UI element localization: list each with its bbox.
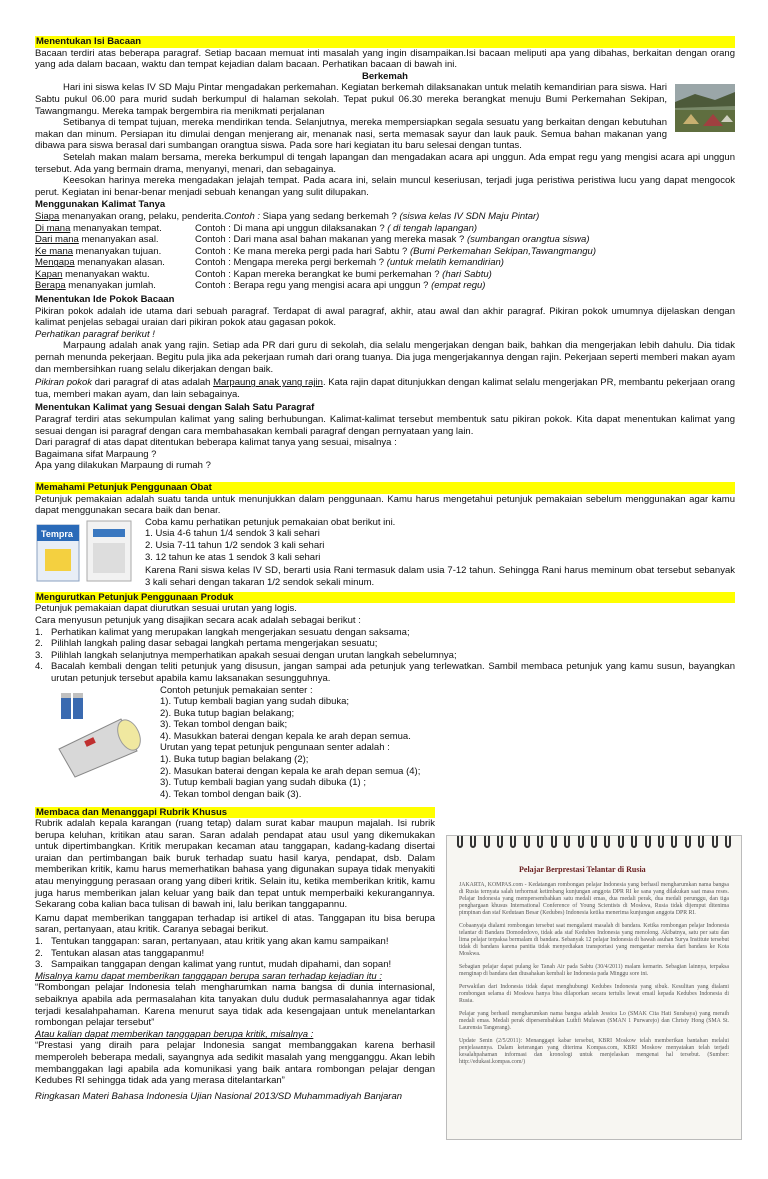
section-heading-rubrik: Membaca dan Menanggapi Rubrik Khusus (35, 807, 435, 819)
paragraph: Apa yang dilakukan Marpaung di rumah ? (35, 460, 211, 472)
list-item: 2. Pilihlah langkah paling dasar sebagai langkah pertama mengerjakan sesuatu; (35, 638, 378, 650)
spiral-binding (447, 836, 741, 854)
paragraph: Petunjuk pemakaian dapat diurutkan sesuai urutan yang logis. (35, 603, 297, 615)
list-item: 3. Sampaikan tanggapan dengan kalimat yang runtut, mudah dipahami, dan sopan! (35, 959, 392, 971)
camping-photo (675, 84, 735, 132)
paragraph: “Prestasi yang diraih para pelajar Indonesia sangat membanggakan karena berhasil memperoleh beberapa medali, sayangnya ada sedikit masalah yang mengganggu. Akan lebih membanggakan lagi apabila ada komunikasi yang baik antara rombongan pelajar dengan Kedubes RI sehingga tidak ada yang merasa ditelantarkan” (35, 1040, 435, 1087)
table-row: Kapan menanyakan waktu. Contoh : Kapan mereka berangkat ke bumi perkemahan ? (hari Sabtu) (35, 268, 492, 280)
section-heading-obat: Memahami Petunjuk Penggunaan Obat (35, 482, 735, 494)
medicine-box-label: Tempra (41, 528, 73, 539)
paragraph: Kamu dapat memberikan tanggapan terhadap isi artikel di atas. Tanggapan itu bisa berupa saran, pertanyaan, atau kritik. Caranya sebagai berikut. (35, 912, 435, 936)
paragraph: Pikiran pokok dari paragraf di atas adalah Marpaung anak yang rajin. Kata rajin dapat ditunjukkan dengan kalimat selalu mengerjakan PR, membantu pekerjaan orang tua, memberi makan ayam, dan lain sebagainya. (35, 377, 735, 400)
news-paragraph: JAKARTA, KOMPAS.com - Kedatangan rombongan pelajar Indonesia yang berhasil mengharumkan nama bangsa di Rusia ternyata salah terhormat ketimbang kunjungan anggota DPR RI ke sana yang dilakukan saat masa reses. Pelajar Indonesia yang mempersembahkan satu medali emas, dua medali perak, dua medali perunggu, dan tiga penghargaan khusus International Conference of Young Scientists di Moskwa, Rusia tidak dijemput ditenima pimpinan dan staf Kedutaan Besar (Kedubes) Indonesia ketika menerima kunjungan anggota DPR RI. (459, 881, 729, 916)
list-item: 1). Tutup kembali bagian yang sudah dibuka; (160, 696, 350, 708)
list-item: Contoh petunjuk pemakaian senter : (160, 684, 313, 696)
paragraph: Setibanya di tempat tujuan, mereka mendirikan tenda. Selanjutnya, mereka mempersiapkan segala sesuatu yang berkaitan dengan kebutuhan makan dan minum. Persiapan itu dimulai dengan menjerang air, menanak nasi, serta memasak sayur dan lauk pauk. Semua bahan makanan yang dibawa para siswa berasal dari sumbangan orangtua siswa. Pada sore hari kegiatan itu baru selesai dengan tuntas. (35, 117, 667, 152)
table-row: Dari mana menanyakan asal. Contoh : Dari mana asal bahan makanan yang mereka masak ? (sumbangan orangtua siswa) (35, 234, 590, 246)
list-item: Urutan yang tepat petunjuk pengunaan senter adalah : (160, 742, 390, 754)
list-item: 3. 12 tahun ke atas 1 sendok 3 kali sehari (145, 551, 321, 563)
newspaper-clipping (446, 835, 742, 1140)
list-item: 1. Tentukan tanggapan: saran, pertanyaan, atau kritik yang akan kamu sampaikan! (35, 936, 389, 948)
flashlight-instructions (160, 685, 735, 801)
news-title: Pelajar Berprestasi Telantar di Rusia (519, 865, 646, 874)
list-item: 2. Usia 7-11 tahun 1/2 sendok 3 kali sehari (145, 539, 325, 551)
list-item: 1. Perhatikan kalimat yang merupakan langkah mengerjakan sesuatu dengan saksama; (35, 626, 410, 638)
list-item: 4). Tekan tombol dengan baik (3). (160, 788, 302, 800)
section-heading-kalimat-tanya: Menggunakan Kalimat Tanya (35, 199, 166, 211)
paragraph: Perhatikan paragraf berikut ! (35, 328, 155, 340)
table-row: Di mana menanyakan tempat. Contoh : Di mana api unggun dilaksanakan ? ( di tengah lapangan) (35, 222, 478, 234)
news-paragraph: Pelajar yang berhasil mengharumkan nama bangsa adalah Jessica Lo (SMAK Cita Hati Surabaya) yang meraih medali emas. Medali perak dipersembahkan Luthfi Mulawan (SMAN 1 Purwarejo) dan Christy Hong (SMA St. Laurensia Tangerang). (459, 1010, 729, 1031)
paragraph: Siapa menanyakan orang, pelaku, penderita.Contoh : Siapa yang sedang berkemah ? (siswa kelas IV SDN Maju Pintar) (35, 210, 540, 222)
table-row: Ke mana menanyakan tujuan. Contoh : Ke mana mereka pergi pada hari Sabtu ? (Bumi Perkemahan Sekipan,Tawangmangu) (35, 245, 596, 257)
story-title: Berkemah (362, 70, 408, 82)
list-item: 4). Masukkan baterai dengan kepala ke arah depan semua. (160, 730, 411, 742)
paragraph: Cara menyusun petunjuk yang disajikan secara acak adalah sebagai berikut : (35, 614, 361, 626)
medicine-block (35, 517, 735, 587)
flashlight-image (51, 689, 151, 779)
paragraph: Bacaan terdiri atas beberapa paragraf. Setiap bacaan memuat inti masalah yang ingin disampaikan.Isi bacaan meliputi apa yang dibahas, berkaitan dengan orang yang ada dalam bacaan, waktu dan tempat kejadian dalam bacaan. Perhatikan bacaan di bawah ini. (35, 47, 735, 71)
list-item: 1. Usia 4-6 tahun 1/4 sendok 3 kali sehari (145, 528, 320, 540)
list-item: 3). Tutup kembali bagian yang sudah dibuka (1) ; (160, 777, 366, 789)
list-item: 3. Pilihlah langkah selanjutnya memperhatikan apakah sesuai dengan urutan langkah sebelumnya; (35, 649, 457, 661)
news-paragraph: Perwakilan dari Indonesia tidak dapat menghubungi Kedubes Indonesia yang sibuk. Kesulitan yang dialami rombongan selama di Moskwa hanya bisa dilaporkan secara tertulis lewat email kepada Kedubes Indonesia di Rusia. (459, 983, 729, 1004)
list-item: 1). Buka tutup bagian belakang (2); (160, 754, 309, 766)
paragraph: Karena Rani siswa kelas IV SD, berarti usia Rani termasuk dalam usia 7-12 tahun. Sehingga Rani harus meminum obat tersebut sebanyak 3 kali sehari dengan takaran 1/2 sendok sekali minum. (145, 565, 735, 588)
paragraph: “Rombongan pelajar Indonesia telah mengharumkan nama bangsa di dunia internasional, sebaiknya apabila ada permasalahan kita tanyakan dulu duduk permasalahannya agar tidak terjadi kesalahpahaman. Karena menurut saya tidak ada kesengajaan untuk menelantarkan rombongan pelajar tersebut” (35, 982, 435, 1029)
medicine-image (35, 519, 135, 583)
table-row: Berapa menanyakan jumlah. Contoh : Berapa regu yang mengisi acara api unggun ? (empat regu) (35, 280, 486, 292)
footer: Ringkasan Materi Bahasa Indonesia Ujian Nasional 2013/SD Muhammadiyah Banjaran (35, 1090, 403, 1102)
section-heading-isi-bacaan: Menentukan Isi Bacaan (35, 36, 735, 48)
paragraph: Pikiran pokok adalah ide utama dari sebuah paragraf. Terdapat di awal paragraf, akhir, atau awal dan akhir paragraf. Pikiran pokok umumnya dijelaskan dengan kalimat penjelas sebagai uraian dari pikiran pokok atau gagasan pokok. (35, 305, 735, 329)
medicine-instructions (145, 517, 735, 589)
news-paragraph: Update Senin (2/5/2011): Menanggapi kabar tersebut, KBRI Moskow telah memberikan bantahan melalui penjelasannya. Dalam keterangan yang diterima Kompas.com, KBRI Moskow menyatakan telah terjadi kesalahpahaman informasi dan kronologi untuk menjelaskan mengenai hal tersebut. (Sumber: http://edukasi.kompas.com/) (459, 1037, 729, 1065)
section-heading-produk: Mengurutkan Petunjuk Penggunaan Produk (35, 592, 735, 604)
paragraph: Bagaimana sifat Marpaung ? (35, 448, 157, 460)
flashlight-block (35, 685, 735, 803)
section-heading-kalimat-sesuai: Menentukan Kalimat yang Sesuai dengan Salah Satu Paragraf (35, 402, 315, 414)
paragraph: Keesokan harinya mereka mengadakan jelajah tempat. Pada acara ini, selain muncul keseriusan, terjadi juga peristiwa peristiwa lucu yang dapat mengocok perut. Kegiatan ini benar-benar menjadi sebuah kenangan yang sulit dilupakan. (35, 175, 735, 198)
list-item: 3). Tekan tombol dengan baik; (160, 719, 288, 731)
list-item: 4. Bacalah kembali dengan teliti petunjuk yang disusun, jangan sampai ada petunjuk yang terlewatkan. Sambil membaca petunjuk yang kamu susun, bayangkan urutan petunjuk tersebut apabila kamu laksanakan sesungguhnya. (35, 661, 735, 684)
rubrik-column (35, 807, 435, 1103)
paragraph: Atau kalian dapat memberikan tanggapan berupa kritik, misalnya : (35, 1028, 314, 1040)
list-item: 2). Masukan baterai dengan kepala ke arah depan semua (4); (160, 765, 421, 777)
paragraph: Marpaung adalah anak yang rajin. Setiap ada PR dari guru di sekolah, dia selalu mengerjakan dengan baik, bahkan dia mengerjakan lebih dahulu. Dia tidak pernah menunda pekerjaan. Begitu pula jika ada pekerjaan rumah dari orang tuanya. Dia juga mengerjakannya dengan rajin. Pekerjaan seperti memberi makan ayam dan membersihkan ruang selalu dikerjakan dengan baik. (35, 340, 735, 375)
paragraph: Paragraf terdiri atas sekumpulan kalimat yang saling berhubungan. Kalimat-kalimat tersebut membentuk satu pikiran pokok. Kita dapat menentukan kalimat yang sesuai dengan isi paragraf dengan cara membahasakan kembali paragraf dengan pernyataan yang lain. (35, 414, 735, 437)
paragraph: Rubrik adalah kepala karangan (ruang tetap) dalam surat kabar maupun majalah. Isi rubrik berupa keluhan, kritikan atau saran. Saran adalah pendapat atau usul yang dikemukakan untuk dipertimbangkan. Kritik merupakan kecaman atau tanggapan, kadang-kadang disertai uraian dan pertimbangan baik buruk terhadap suatu hasil karya, pendapat, dsb. Dalam memberikan kritik, kamu harus memerhatikan bahasa yang digunakan supaya tidak menyakiti atau menyinggung perasaan orang yang diberi kritik. Selain itu, ketika memberikan kritik, kamu juga harus memberikan jalan keluar yang baik dan tepat untuk memperbaiki kekurangannya. Sekarang coba kalian baca tulisan di bawah ini, lalu berikan tanggapannu. (35, 818, 435, 911)
news-paragraph: Cobaanyaja dialami rombongan tersebut saat mengalami masalah di bandara. Ketika rombongan pelajar Indonesia telantar di Bandara Domodedovo, tidak ada staf Kedubes Indonesia yang menolong. Akibatnya, satu per satu dan lima pelajar terpaksa bermalam di bandara. Sebanyak 12 pelajar Indonesia di bawah asuhan Surya Institute tersebut tidak di bandara karena panitia tidak menyediakan transportasi yang mengantar mereka dari bandara ke Kota Moskwa. (459, 922, 729, 957)
list-item: 2. Tentukan alasan atas tanggapanmu! (35, 947, 205, 959)
paragraph: Misalnya kamu dapat memberikan tanggapan berupa saran terhadap kejadian itu : (35, 970, 382, 982)
camping-image (675, 84, 735, 132)
paragraph: Setelah makan malam bersama, mereka berkumpul di tengah lapangan dan mengadakan acara api unggun. Ada empat regu yang mengisi acara api unggun tersebut. Ada yang bermain drama, menyanyi, menari, dan sebagainya. (35, 151, 735, 175)
news-paragraph: Sebagian pelajar dapat pulang ke Tanah Air pada Sabtu (30/4/2011) malam kemarin. Sebagian lainnya, terpaksa menginap di bandara dan diusahakan kembali ke Indonesia pada Minggu sore ini. (459, 963, 729, 977)
paragraph: Petunjuk pemakaian adalah suatu tanda untuk menunjukkan dalam penggunaan. Kamu harus mengetahui petunjuk pemakaian sebelum menggunakan agar kamu dapat menggunakan secara baik dan benar. (35, 493, 735, 517)
paragraph: Hari ini siswa kelas IV SD Maju Pintar mengadakan perkemahan. Kegiatan berkemah dilaksanakan untuk melatih kemandirian para siswa. Hari Sabtu pukul 06.00 para murid sudah berkumpul di halaman sekolah. Tepat pukul 06.30 mereka berangkat menuju Bumi Perkemahan Sekipan, Tawangmangu. Mereka tampak bergembira ria menikmati perjalanan (35, 82, 667, 117)
paragraph: Dari paragraf di atas dapat ditentukan beberapa kalimat tanya yang sesuai, misalnya : (35, 437, 397, 449)
table-row: Mengapa menanyakan alasan. Contoh : Mengapa mereka pergi berkemah ? (untuk melatih kemandirian) (35, 257, 504, 269)
list-item: Coba kamu perhatikan petunjuk pemakaian obat berikut ini. (145, 516, 396, 528)
list-item: 2). Buka tutup bagian belakang; (160, 707, 295, 719)
section-heading-ide-pokok: Menentukan Ide Pokok Bacaan (35, 294, 175, 306)
question-word-table (35, 223, 735, 293)
